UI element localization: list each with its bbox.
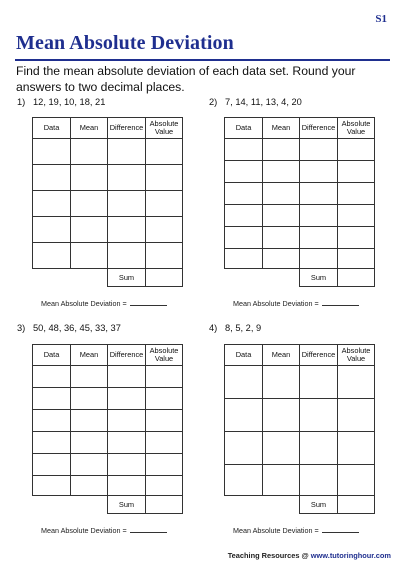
data-cell[interactable] xyxy=(225,139,263,161)
absolute-value-cell[interactable] xyxy=(338,432,375,465)
mean-cell[interactable] xyxy=(71,410,108,432)
header-difference: Difference xyxy=(108,118,146,139)
mean-cell[interactable] xyxy=(71,388,108,410)
difference-cell[interactable] xyxy=(300,432,338,465)
deviation-table-1 xyxy=(32,117,183,287)
data-cell[interactable] xyxy=(33,476,71,496)
data-cell[interactable] xyxy=(225,366,263,399)
absolute-value-cell[interactable] xyxy=(338,366,375,399)
sum-cell[interactable] xyxy=(338,496,375,514)
answer-line[interactable] xyxy=(130,532,167,533)
table-row xyxy=(33,388,183,410)
mean-cell[interactable] xyxy=(71,243,108,269)
header-absolute-value: Absolute Value xyxy=(338,345,375,366)
difference-cell[interactable] xyxy=(300,399,338,432)
mean-cell[interactable] xyxy=(71,454,108,476)
footer xyxy=(228,551,391,560)
problem-3-label xyxy=(17,323,121,333)
table-row xyxy=(225,432,375,465)
answer-line[interactable] xyxy=(130,305,167,306)
mean-cell[interactable] xyxy=(71,139,108,165)
absolute-value-cell[interactable] xyxy=(146,366,183,388)
answer-line[interactable] xyxy=(322,305,359,306)
absolute-value-cell[interactable] xyxy=(146,432,183,454)
table-row xyxy=(225,139,375,161)
difference-cell[interactable] xyxy=(108,366,146,388)
header-data: Data xyxy=(225,118,263,139)
table-row xyxy=(225,465,375,496)
table-row xyxy=(33,139,183,165)
absolute-value-cell[interactable] xyxy=(146,410,183,432)
difference-cell[interactable] xyxy=(108,191,146,217)
data-cell[interactable] xyxy=(33,366,71,388)
mad-label: Mean Absolute Deviation = xyxy=(233,526,319,535)
data-cell[interactable] xyxy=(33,410,71,432)
difference-cell[interactable] xyxy=(300,183,338,205)
absolute-value-cell[interactable] xyxy=(338,183,375,205)
mad-answer-1 xyxy=(41,299,167,308)
table-row xyxy=(33,366,183,388)
table-row xyxy=(225,366,375,399)
absolute-value-cell[interactable] xyxy=(338,227,375,249)
data-cell[interactable] xyxy=(33,165,71,191)
deviation-table-2 xyxy=(224,117,375,287)
problem-values: 50, 48, 36, 45, 33, 37 xyxy=(33,323,121,333)
table-row xyxy=(225,205,375,227)
table-row xyxy=(33,165,183,191)
table-row xyxy=(225,183,375,205)
mean-cell[interactable] xyxy=(71,191,108,217)
instructions: Find the mean absolute deviation of each data set. Round your answers to two decimal places. xyxy=(16,64,356,94)
difference-cell[interactable] xyxy=(108,139,146,165)
sum-cell[interactable] xyxy=(338,269,375,287)
difference-cell[interactable] xyxy=(300,161,338,183)
mean-cell[interactable] xyxy=(263,227,300,249)
problem-2-label xyxy=(209,97,302,107)
data-cell[interactable] xyxy=(225,465,263,496)
header-difference: Difference xyxy=(108,345,146,366)
sum-label: Sum xyxy=(300,269,338,287)
data-cell[interactable] xyxy=(225,399,263,432)
mean-cell[interactable] xyxy=(263,183,300,205)
absolute-value-cell[interactable] xyxy=(338,161,375,183)
header-mean: Mean xyxy=(71,118,108,139)
absolute-value-cell[interactable] xyxy=(146,139,183,165)
worksheet-code: S1 xyxy=(375,13,387,25)
footer-label: Teaching Resources @ xyxy=(227,551,309,560)
absolute-value-cell[interactable] xyxy=(338,205,375,227)
problem-4-label xyxy=(209,323,261,333)
table-row xyxy=(225,399,375,432)
difference-cell[interactable] xyxy=(108,217,146,243)
mad-label: Mean Absolute Deviation = xyxy=(41,526,127,535)
deviation-table-3 xyxy=(32,344,183,514)
mean-cell[interactable] xyxy=(71,217,108,243)
data-cell[interactable] xyxy=(225,161,263,183)
difference-cell[interactable] xyxy=(108,410,146,432)
header-data: Data xyxy=(225,345,263,366)
absolute-value-cell[interactable] xyxy=(338,399,375,432)
table-row xyxy=(33,410,183,432)
sum-label: Sum xyxy=(108,496,146,514)
data-cell[interactable] xyxy=(225,205,263,227)
data-cell[interactable] xyxy=(225,227,263,249)
title-divider xyxy=(15,59,390,61)
absolute-value-cell[interactable] xyxy=(146,191,183,217)
absolute-value-cell[interactable] xyxy=(146,454,183,476)
difference-cell[interactable] xyxy=(108,388,146,410)
header-difference: Difference xyxy=(300,345,338,366)
mean-cell[interactable] xyxy=(263,161,300,183)
absolute-value-cell[interactable] xyxy=(338,139,375,161)
mean-cell[interactable] xyxy=(263,249,300,269)
difference-cell[interactable] xyxy=(300,249,338,269)
header-absolute-value: Absolute Value xyxy=(146,118,183,139)
difference-cell[interactable] xyxy=(108,454,146,476)
absolute-value-cell[interactable] xyxy=(146,243,183,269)
mad-answer-4 xyxy=(233,526,359,535)
absolute-value-cell[interactable] xyxy=(146,165,183,191)
mean-cell[interactable] xyxy=(71,476,108,496)
table-row xyxy=(225,227,375,249)
problem-values: 7, 14, 11, 13, 4, 20 xyxy=(225,97,302,107)
mean-cell[interactable] xyxy=(263,139,300,161)
difference-cell[interactable] xyxy=(108,243,146,269)
absolute-value-cell[interactable] xyxy=(146,217,183,243)
data-cell[interactable] xyxy=(225,183,263,205)
header-data: Data xyxy=(33,345,71,366)
header-data: Data xyxy=(33,118,71,139)
table-row xyxy=(33,191,183,217)
mean-cell[interactable] xyxy=(71,366,108,388)
page-title: Mean Absolute Deviation xyxy=(16,32,234,54)
difference-cell[interactable] xyxy=(108,432,146,454)
table-row xyxy=(33,243,183,269)
mad-answer-2 xyxy=(233,299,359,308)
problem-values: 12, 19, 10, 18, 21 xyxy=(33,97,106,107)
sum-label: Sum xyxy=(300,496,338,514)
data-cell[interactable] xyxy=(225,249,263,269)
data-cell[interactable] xyxy=(33,191,71,217)
mean-cell[interactable] xyxy=(263,399,300,432)
mean-cell[interactable] xyxy=(71,165,108,191)
mean-cell[interactable] xyxy=(263,432,300,465)
difference-cell[interactable] xyxy=(300,139,338,161)
difference-cell[interactable] xyxy=(300,465,338,496)
deviation-table-4 xyxy=(224,344,375,514)
difference-cell[interactable] xyxy=(108,476,146,496)
data-cell[interactable] xyxy=(33,432,71,454)
absolute-value-cell[interactable] xyxy=(146,476,183,496)
mean-cell[interactable] xyxy=(263,465,300,496)
absolute-value-cell[interactable] xyxy=(338,249,375,269)
header-mean: Mean xyxy=(263,345,300,366)
sum-label: Sum xyxy=(108,269,146,287)
problem-number: 1) xyxy=(17,97,26,107)
table-row xyxy=(33,432,183,454)
mean-cell[interactable] xyxy=(263,366,300,399)
mad-label: Mean Absolute Deviation = xyxy=(233,299,319,308)
data-cell[interactable] xyxy=(225,432,263,465)
header-absolute-value: Absolute Value xyxy=(146,345,183,366)
table-row xyxy=(33,454,183,476)
header-difference: Difference xyxy=(300,118,338,139)
difference-cell[interactable] xyxy=(108,165,146,191)
sum-cell[interactable] xyxy=(146,269,183,287)
problem-number: 3) xyxy=(17,323,26,333)
absolute-value-cell[interactable] xyxy=(338,465,375,496)
header-absolute-value: Absolute Value xyxy=(338,118,375,139)
problem-number: 2) xyxy=(209,97,218,107)
table-row xyxy=(225,161,375,183)
footer-url[interactable]: www.tutoringhour.com xyxy=(310,551,391,560)
mad-answer-3 xyxy=(41,526,167,535)
header-mean: Mean xyxy=(263,118,300,139)
header-mean: Mean xyxy=(71,345,108,366)
data-cell[interactable] xyxy=(33,388,71,410)
mean-cell[interactable] xyxy=(263,205,300,227)
problem-1-label xyxy=(17,97,105,107)
answer-line[interactable] xyxy=(322,532,359,533)
absolute-value-cell[interactable] xyxy=(146,388,183,410)
table-row xyxy=(33,217,183,243)
data-cell[interactable] xyxy=(33,139,71,165)
table-row xyxy=(225,249,375,269)
difference-cell[interactable] xyxy=(300,227,338,249)
table-row xyxy=(33,476,183,496)
data-cell[interactable] xyxy=(33,217,71,243)
sum-cell[interactable] xyxy=(146,496,183,514)
mean-cell[interactable] xyxy=(71,432,108,454)
data-cell[interactable] xyxy=(33,243,71,269)
difference-cell[interactable] xyxy=(300,366,338,399)
problem-values: 8, 5, 2, 9 xyxy=(225,323,262,333)
problem-number: 4) xyxy=(209,323,218,333)
mad-label: Mean Absolute Deviation = xyxy=(41,299,127,308)
data-cell[interactable] xyxy=(33,454,71,476)
difference-cell[interactable] xyxy=(300,205,338,227)
